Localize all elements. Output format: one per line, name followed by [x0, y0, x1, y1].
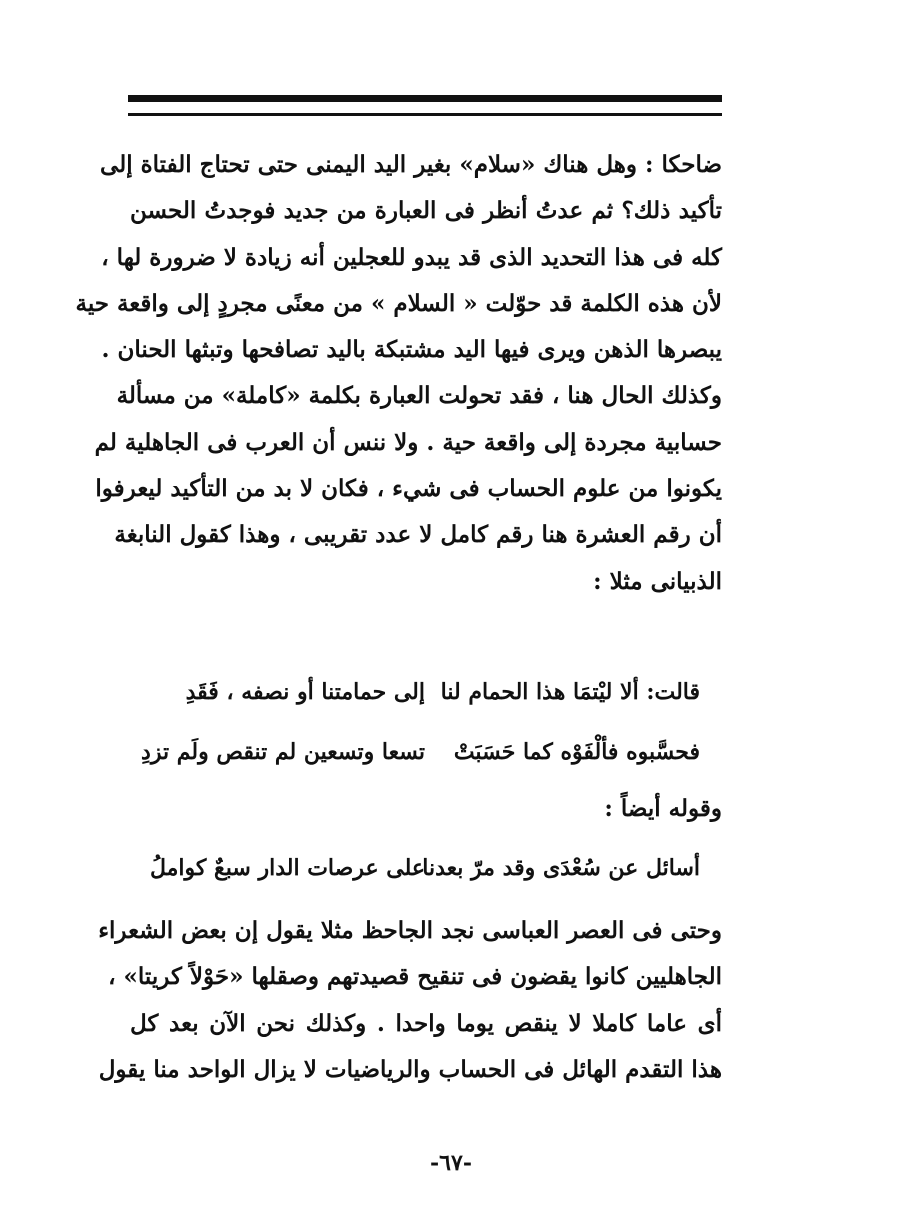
paragraph-2	[98, 908, 722, 1093]
paragraph-line: أى عاما كاملا لا ينقص يوما واحدا . وكذلك نحن الآن بعد كل	[130, 1009, 722, 1037]
verse-3	[140, 848, 700, 888]
paragraph-line: لأن هذه الكلمة قد حوّلت « السلام » من معنًى مجردٍ إلى واقعة حية	[75, 289, 722, 317]
verse-2	[140, 732, 700, 772]
paragraph-line: الذبيانى مثلا :	[593, 567, 722, 595]
paragraph-1	[75, 142, 722, 605]
paragraph-line: وكذلك الحال هنا ، فقد تحولت العبارة بكلمة «كاملة» من مسألة	[116, 382, 722, 410]
paragraph-line: الجاهليين كانوا يقضون فى تنقيح قصيدتهم وصقلها «حَوْلاً كريتا» ،	[108, 963, 722, 991]
paragraph-line: يبصرها الذهن ويرى فيها اليد مشتبكة باليد تصافحها وتبثها الحنان .	[101, 336, 722, 364]
verse-second-hemistich: إلى حمامتنا أو نصفه ، فَقَدِ	[185, 679, 425, 705]
paragraph-line: تأكيد ذلك؟ ثم عدتُ أنظر فى العبارة من جديد فوجدتُ الحسن	[130, 197, 722, 225]
header-rule-thick	[128, 95, 722, 102]
header-rule-thin	[128, 113, 722, 116]
verse-second-hemistich: تسعا وتسعين لم تنقص ولَم تزدِ	[141, 739, 425, 765]
page-number: -٦٧-	[430, 1150, 472, 1176]
verse-first-hemistich: فحسَّبوه فألْفَوْه كما حَسَبَتْ	[453, 739, 700, 765]
paragraph-line: حسابية مجردة إلى واقعة حية . ولا ننس أن العرب فى الجاهلية لم	[94, 428, 722, 456]
verse-1	[140, 672, 700, 712]
paragraph-line: يكونوا من علوم الحساب فى شيء ، فكان لا بد من التأكيد ليعرفوا	[95, 475, 722, 503]
paragraph-line: وحتى فى العصر العباسى نجد الجاحظ مثلا يقول إن بعض الشعراء	[98, 917, 722, 944]
paragraph-line: هذا التقدم الهائل فى الحساب والرياضيات لا يزال الواحد منا يقول	[98, 1055, 722, 1083]
verse-first-hemistich: قالت: ألا ليْتمَا هذا الحمام لنا	[440, 679, 700, 705]
verse-intro: وقوله أيضاً :	[604, 795, 722, 822]
paragraph-line: ضاحكا : وهل هناك «سلام» بغير اليد اليمنى حتى تحتاج الفتاة إلى	[100, 151, 722, 178]
verse-first-hemistich: أسائل عن سُعْدَى وقد مرّ بعدنا	[422, 855, 700, 881]
verse-second-hemistich: على عرصات الدار سبعٌ كواملُ	[149, 855, 425, 881]
paragraph-line: أن رقم العشرة هنا رقم كامل لا عدد تقريبى ، وهذا كقول النابغة	[114, 521, 722, 549]
paragraph-line: كله فى هذا التحديد الذى قد يبدو للعجلين أنه زيادة لا ضرورة لها ،	[101, 243, 722, 271]
